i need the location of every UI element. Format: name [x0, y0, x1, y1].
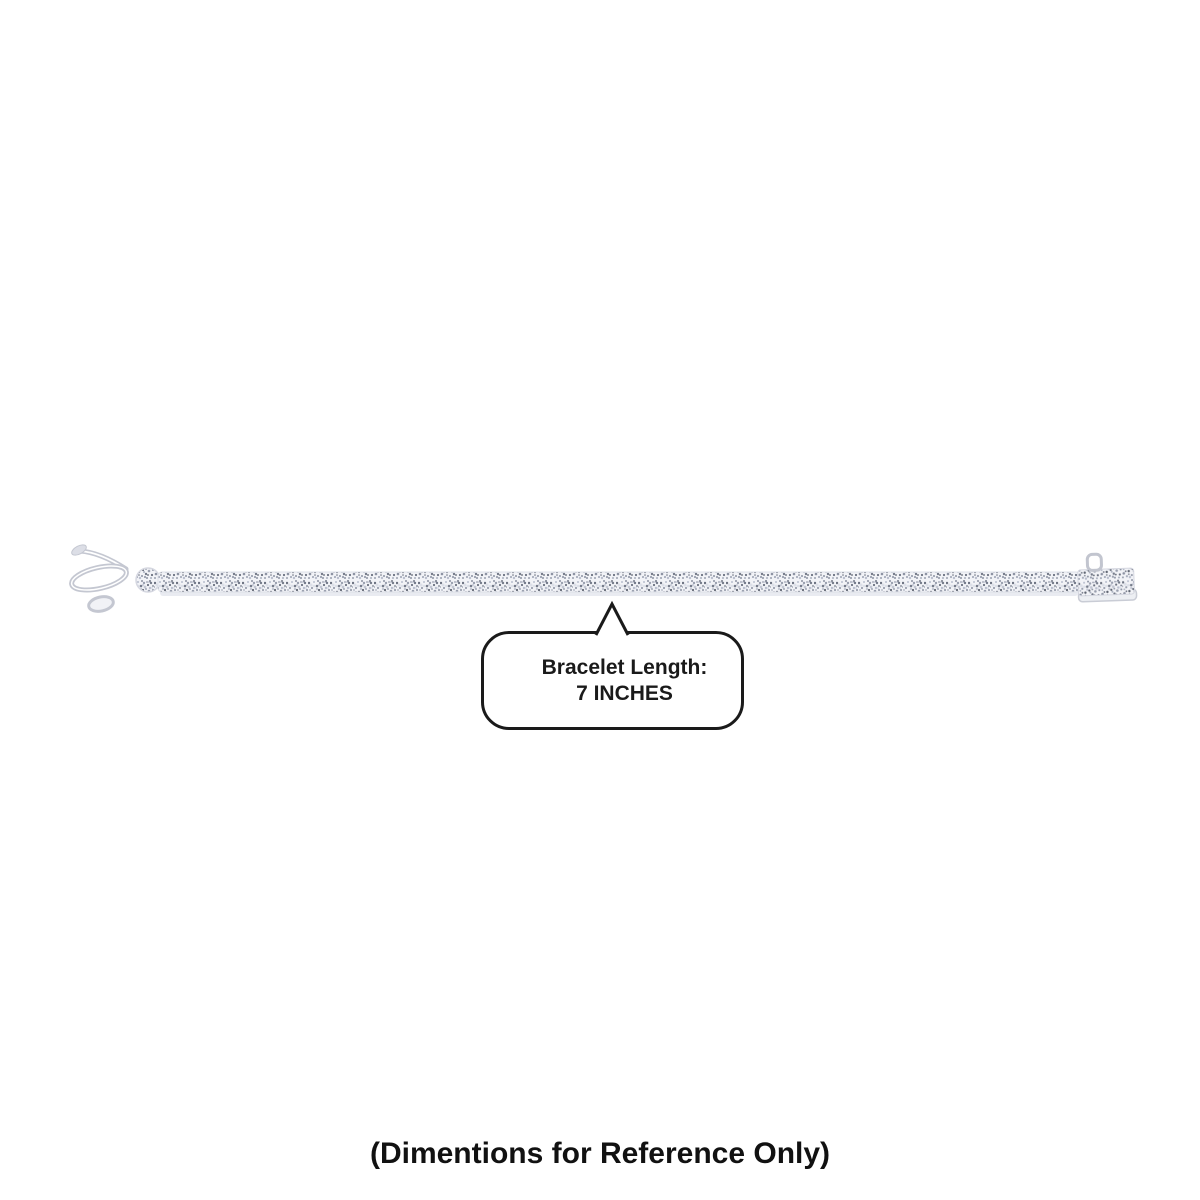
- accent-stone: [136, 568, 160, 592]
- callout-pointer: [590, 600, 636, 640]
- dimension-callout: [481, 631, 744, 730]
- clasp-tab: [1087, 554, 1102, 570]
- footer-note: (Dimentions for Reference Only): [369, 1137, 831, 1170]
- clasp-box: [1078, 568, 1135, 596]
- left-clasp: [69, 543, 128, 614]
- callout-label: Bracelet Length:: [541, 655, 708, 679]
- clasp-pin-tip: [70, 543, 88, 558]
- right-clasp: [1077, 553, 1137, 602]
- callout-value: 7 INCHES: [576, 681, 673, 705]
- band: [158, 572, 1080, 592]
- clasp-tongue: [87, 595, 114, 614]
